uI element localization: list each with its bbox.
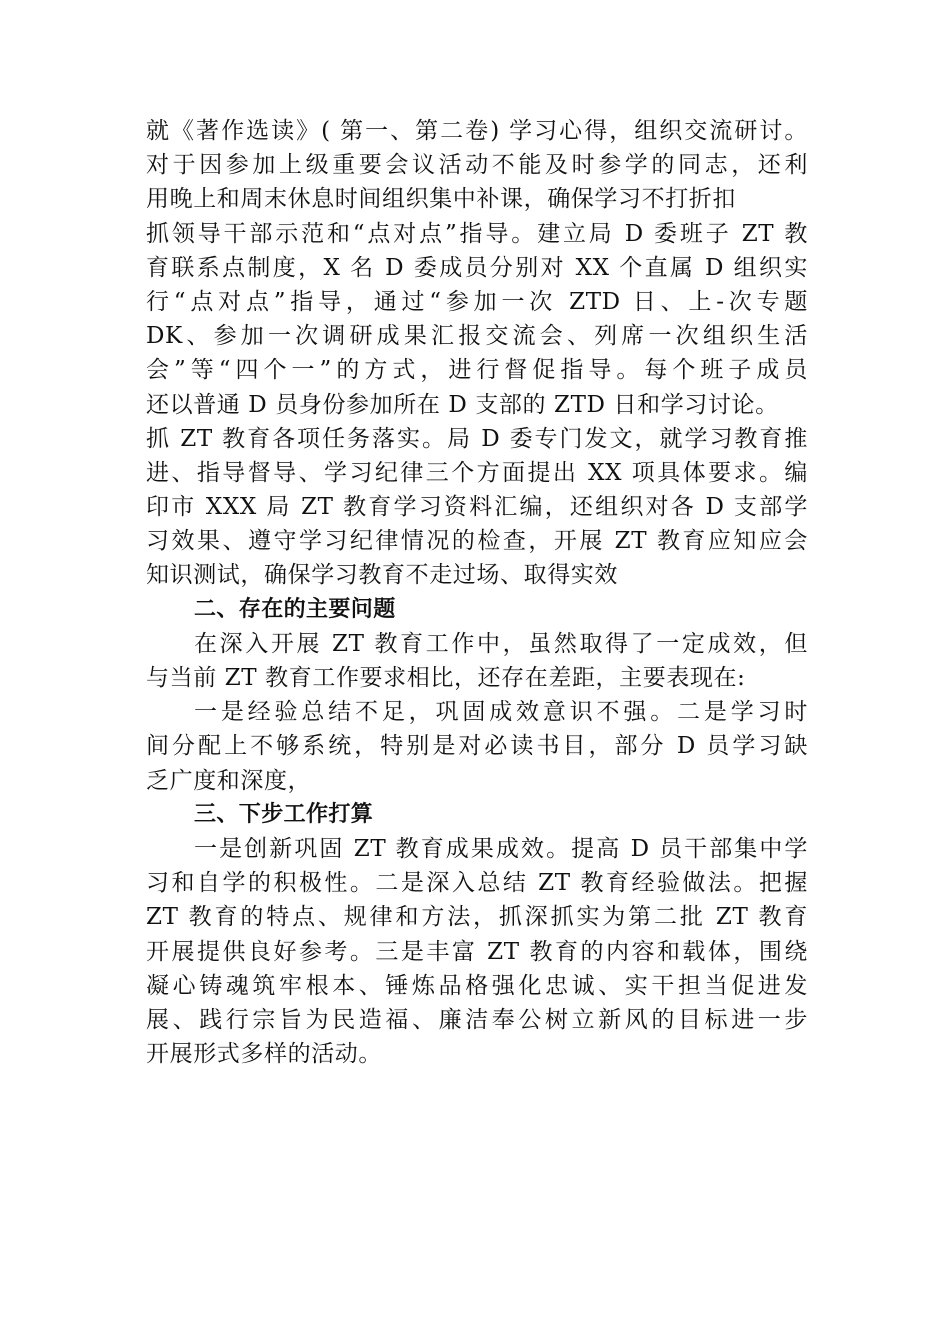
section-heading-next-steps: 三、下步工作打算 bbox=[194, 801, 374, 827]
paragraph-problems-intro bbox=[146, 627, 808, 695]
paragraph-leadership-guidance bbox=[146, 217, 808, 422]
text-line: DK、参加一次调研成果汇报交流会、列席一次组织生活 bbox=[146, 323, 808, 350]
text-line: 用晚上和周末休息时间组织集中补课，确保学习不打折扣 bbox=[146, 186, 736, 213]
text-line: 抓领导干部示范和“点对点”指导。建立局 D 委班子 ZT 教 bbox=[146, 220, 808, 247]
text-line: 育联系点制度，X 名 D 委成员分别对 XX 个直属 D 组织实 bbox=[146, 254, 808, 281]
text-line: 对于因参加上级重要会议活动不能及时参学的同志，还利 bbox=[146, 152, 808, 179]
text-line: 凝心铸魂筑牢根本、锤炼品格强化忠诚、实干担当促进发 bbox=[146, 972, 808, 999]
text-line: 一是创新巩固 ZT 教育成果成效。提高 D 员干部集中学 bbox=[194, 835, 808, 862]
text-line: 习和自学的积极性。二是深入总结 ZT 教育经验做法。把握 bbox=[146, 870, 808, 897]
text-line: 行“点对点”指导，通过“参加一次 ZTD 日、上-次专题 bbox=[146, 288, 808, 315]
text-line: 抓 ZT 教育各项任务落实。局 D 委专门发文，就学习教育推 bbox=[146, 425, 808, 452]
paragraph-problems-list bbox=[146, 695, 808, 798]
paragraph-study-exchange bbox=[146, 114, 808, 217]
text-line: 间分配上不够系统，特别是对必读书目，部分 D 员学习缺 bbox=[146, 733, 808, 760]
text-line: 习效果、遵守学习纪律情况的检查，开展 ZT 教育应知应会 bbox=[146, 528, 808, 555]
text-line: 展、践行宗旨为民造福、廉洁奉公树立新风的目标进一步 bbox=[146, 1006, 808, 1033]
text-line: ZT 教育的特点、规律和方法，抓深抓实为第二批 ZT 教育 bbox=[146, 904, 808, 931]
text-line: 就《著作选读》( 第一、第二卷) 学习心得，组织交流研讨。 bbox=[146, 118, 808, 144]
section-heading-problems: 二、存在的主要问题 bbox=[194, 596, 396, 622]
text-line: 还以普通 D 员身份参加所在 D 支部的 ZTD 日和学习讨论。 bbox=[146, 391, 779, 418]
text-line: 一是经验总结不足，巩固成效意识不强。二是学习时 bbox=[194, 699, 808, 726]
text-line: 知识测试，确保学习教育不走过场、取得实效 bbox=[146, 562, 618, 589]
text-line: 会”等“四个一”的方式，进行督促指导。每个班子成员 bbox=[146, 357, 808, 384]
text-line: 与当前 ZT 教育工作要求相比，还存在差距，主要表现在: bbox=[146, 665, 746, 691]
text-line: 开展形式多样的活动。 bbox=[146, 1041, 382, 1068]
paragraph-task-implementation bbox=[146, 422, 808, 593]
text-line: 在深入开展 ZT 教育工作中，虽然取得了一定成效，但 bbox=[194, 630, 808, 657]
text-line: 乏广度和深度， bbox=[146, 767, 312, 794]
text-line: 开展提供良好参考。三是丰富 ZT 教育的内容和载体，围绕 bbox=[146, 938, 808, 965]
text-line: 进、指导督导、学习纪律三个方面提出 XX 项具体要求。编 bbox=[146, 459, 808, 486]
document-body bbox=[146, 114, 808, 1071]
text-line: 印市 XXX 局 ZT 教育学习资料汇编，还组织对各 D 支部学 bbox=[146, 494, 808, 521]
paragraph-next-steps bbox=[146, 832, 808, 1071]
